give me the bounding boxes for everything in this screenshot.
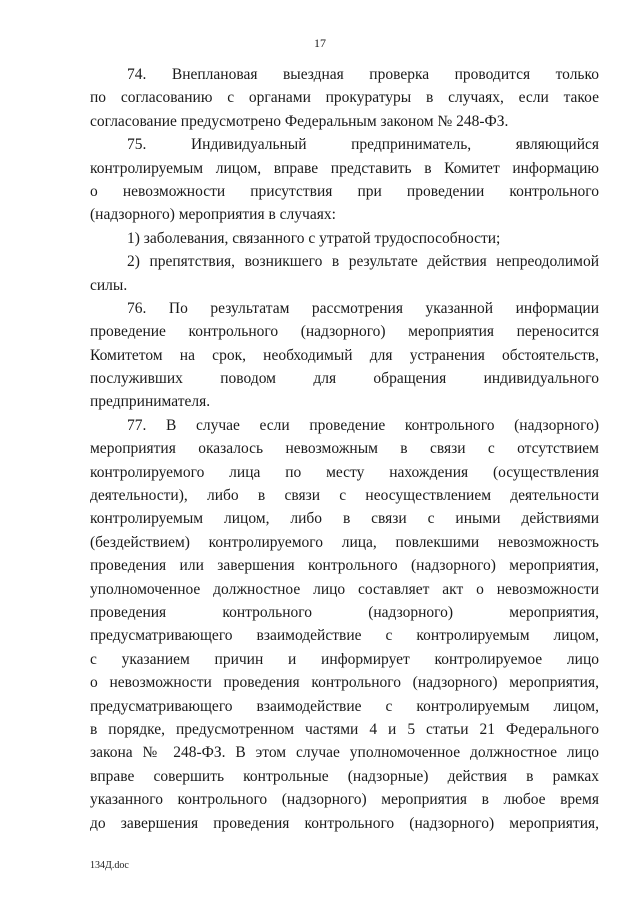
text-line: контролируемого лица по месту нахождения (осуществления — [90, 463, 599, 481]
text-line: о невозможности проведения контрольного (надзорного) мероприятия, — [90, 674, 599, 692]
text-line: предусматривающего взаимодействие с контролируемым лицом, — [90, 697, 599, 715]
text-line: проведения или завершения контрольного (надзорного) мероприятия, — [90, 557, 599, 575]
text-line: указанного контрольного (надзорного) мероприятия в любое время — [90, 791, 599, 809]
text-line: 1) заболевания, связанного с утратой трудоспособности; — [127, 229, 501, 247]
text-line: согласование предусмотрено Федеральным законом № 248-ФЗ. — [90, 112, 509, 130]
text-line: 76. По результатам рассмотрения указанной информации — [127, 299, 599, 317]
text-line: уполномоченное должностное лицо составляет акт о невозможности — [90, 580, 599, 598]
text-line: силы. — [90, 276, 128, 294]
text-line: с указанием причин и информирует контролируемое лицо — [90, 650, 599, 668]
footer-filename: 134Д.doc — [90, 860, 129, 871]
text-line: 77. В случае если проведение контрольного (надзорного) — [127, 416, 599, 434]
text-line: (надзорного) мероприятия в случаях: — [90, 206, 336, 224]
text-line: 74. Внеплановая выездная проверка проводится только — [127, 66, 599, 83]
text-line: в порядке, предусмотренном частями 4 и 5 статьи 21 Федерального — [90, 720, 599, 738]
text-line: проведение контрольного (надзорного) мероприятия переносится — [90, 323, 599, 341]
text-line: 2) препятствия, возникшего в результате действия непреодолимой — [127, 253, 599, 271]
text-line: предусматривающего взаимодействие с контролируемым лицом, — [90, 627, 599, 645]
text-line: (бездействием) контролируемого лица, повлекшими невозможность — [90, 533, 599, 551]
text-line: мероприятия оказалось невозможным в связи с отсутствием — [90, 440, 599, 458]
text-line: вправе совершить контрольные (надзорные) действия в рамках — [90, 767, 599, 785]
text-line: проведения контрольного (надзорного) мероприятия, — [90, 603, 599, 621]
text-line: 75. Индивидуальный предприниматель, являющийся — [127, 136, 599, 154]
text-line: закона № 248-ФЗ. В этом случае уполномоченное должностное лицо — [90, 744, 599, 762]
text-line: о невозможности присутствия при проведении контрольного — [90, 182, 599, 200]
text-line: до завершения проведения контрольного (надзорного) мероприятия, — [90, 814, 599, 832]
document-body — [90, 63, 599, 835]
text-line: деятельности), либо в связи с неосуществлением деятельности — [90, 487, 599, 505]
text-line: контролируемым лицом, либо в связи с иными действиями — [90, 510, 599, 528]
text-line: Комитетом на срок, необходимый для устранения обстоятельств, — [90, 346, 599, 364]
text-line: по согласованию с органами прокуратуры в случаях, если такое — [90, 89, 599, 107]
text-line: послуживших поводом для обращения индивидуального — [90, 370, 599, 388]
page-number: 17 — [314, 36, 326, 50]
text-line: контролируемым лицом, вправе представить в Комитет информацию — [90, 159, 599, 177]
text-line: предпринимателя. — [90, 393, 211, 411]
